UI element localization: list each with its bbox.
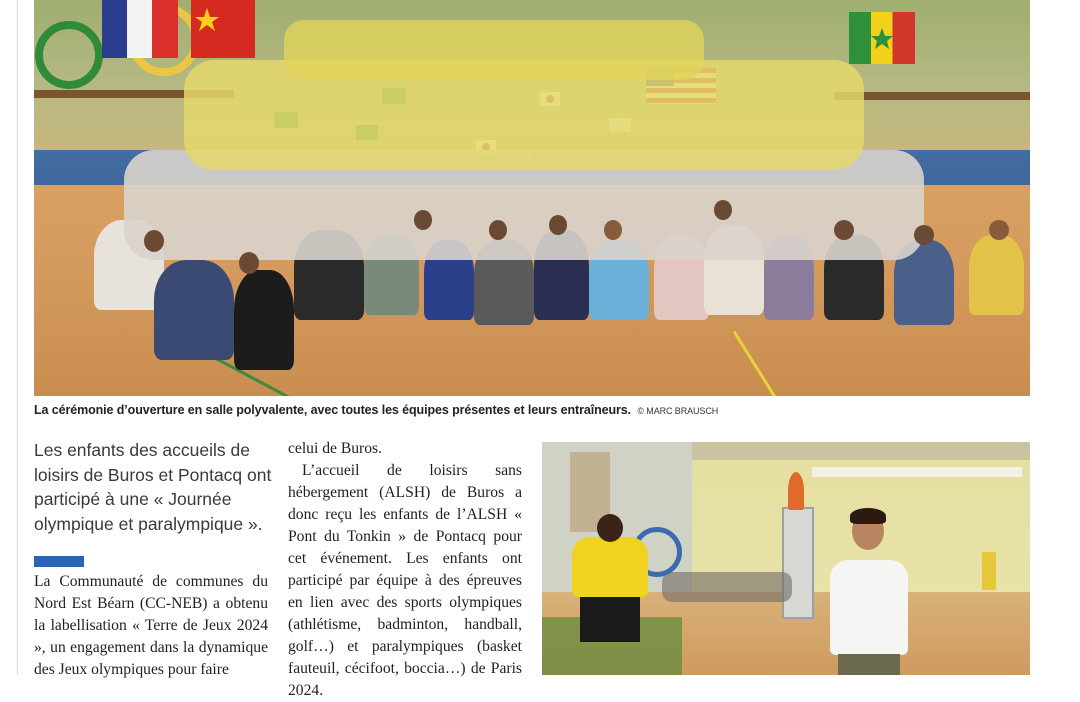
opening-ceremony-photo bbox=[34, 0, 1030, 396]
distant-player bbox=[982, 552, 996, 590]
caption-text: La cérémonie d’ouverture en salle polyvalente, avec toutes les équipes présentes et leurs entraîneurs. bbox=[34, 403, 631, 417]
column-2-paragraph: L’accueil de loisirs sans hébergement (ALSH) de Buros a donc reçu les enfants de l’ALSH « Pont du Tonkin » de Pontacq pour cet événement. Les enfants ont participé par équipe à des épreuves en lien avec des sports olympiques (athlétisme, badminton, handball, golf…) et paralympiques (basket fauteuil, cécifoot, boccia…) de Paris 2024. bbox=[288, 462, 522, 699]
boy-hair bbox=[850, 508, 886, 524]
photo-credit: © MARC BRAUSCH bbox=[637, 406, 719, 416]
spectators bbox=[662, 572, 792, 602]
boy-shorts bbox=[838, 654, 900, 675]
adult-head bbox=[597, 514, 623, 542]
column-1-paragraph: La Communauté de communes du Nord Est Béarn (CC-NEB) a obtenu la labellisation « Terre de Jeux 2024 », un engagement dans la dynamique des Jeux olympiques pour faire bbox=[34, 573, 268, 678]
torch-sculpture bbox=[782, 507, 814, 619]
torch-photo bbox=[542, 442, 1030, 675]
article-column-1 bbox=[34, 571, 268, 681]
adult-yellow-shirt bbox=[572, 537, 648, 597]
article-column-2 bbox=[288, 438, 522, 702]
column-2-continuation: celui de Buros. bbox=[288, 440, 382, 457]
windows bbox=[812, 467, 1022, 477]
boy-white-shirt bbox=[830, 560, 908, 655]
torch-flame bbox=[788, 472, 804, 510]
ceiling bbox=[692, 442, 1030, 460]
children-group bbox=[34, 20, 1030, 340]
adult-shorts bbox=[580, 597, 640, 642]
page-margin-rule bbox=[17, 0, 18, 675]
article-lede: Les enfants des accueils de loisirs de Buros et Pontacq ont participé à une « Journée olympique et paralympique ». bbox=[34, 440, 272, 534]
lede-accent-bar bbox=[34, 556, 84, 567]
photo-caption bbox=[34, 403, 1034, 417]
